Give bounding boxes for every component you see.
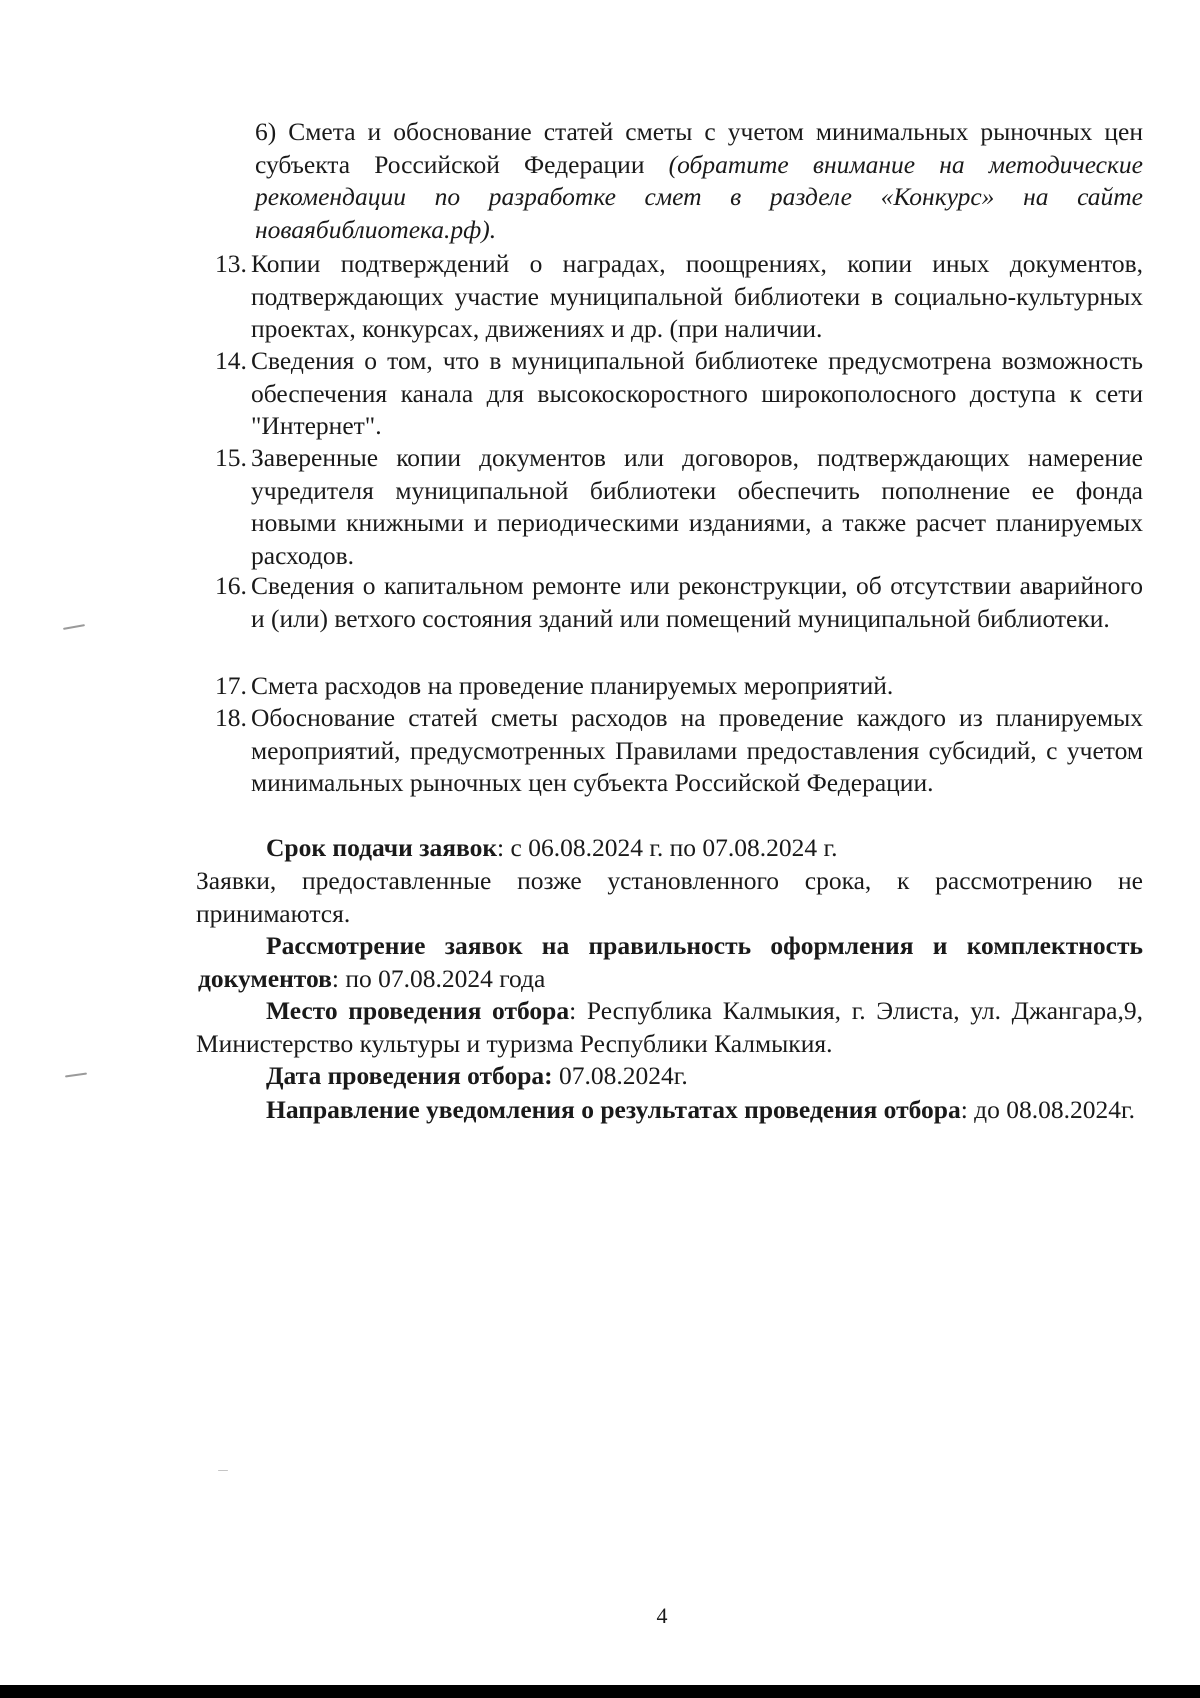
list-item-16-text: Сведения о капитальном ремонте или реконструкции, об отсутствии аварийного и (или) ветхого состояния зданий или помещений муниципальной библиотеки.: [251, 571, 1143, 633]
list-item-13: [215, 248, 1143, 346]
list-item-15: [215, 442, 1143, 572]
list-item-15-text: Заверенные копии документов или договоров, подтверждающих намерение учредителя муниципальной библиотеки обеспечить пополнение ее фонда новыми книжными и периодическими изданиями, а также расчет планируемых расходов.: [251, 443, 1143, 570]
list-item-13-number: 13.: [215, 249, 247, 278]
list-item-16: [215, 570, 1143, 635]
notice-label: Направление уведомления о результатах проведения отбора: [266, 1095, 961, 1124]
place-value: : Республика Калмыкия, г. Элиста, ул. Джангара,9, Министерство культуры и туризма Республики Калмыкия.: [196, 996, 1143, 1058]
list-item-6-estimate: [255, 116, 1143, 246]
list-item-15-number: 15.: [215, 443, 247, 472]
deadline-note: Заявки, предоставленные позже установленного срока, к рассмотрению не принимаются.: [196, 866, 1143, 928]
deadline-paragraph: [198, 832, 1143, 865]
list-item-14: [215, 345, 1143, 443]
deadline-value: : с 06.08.2024 г. по 07.08.2024 г.: [497, 833, 838, 862]
list-item-16-number: 16.: [215, 571, 247, 600]
review-paragraph: [198, 930, 1143, 995]
list-item-18: [215, 702, 1143, 800]
scan-artifact: [65, 1072, 87, 1077]
list-item-14-text: Сведения о том, что в муниципальной библиотеке предусмотрена возможность обеспечения канала для высокоскоростного широкополосного доступа к сети "Интернет".: [251, 346, 1143, 440]
item-6-note: (обратите внимание на методические рекомендации по разработке смет в разделе «Конкурс» на сайте новаябиблиотека.рф).: [255, 149, 1143, 244]
scan-artifact: [63, 624, 85, 630]
place-paragraph: [196, 995, 1143, 1060]
list-item-17: [215, 670, 1143, 703]
date-value: 07.08.2024г.: [552, 1061, 688, 1090]
list-item-14-number: 14.: [215, 346, 247, 375]
scan-artifact: [218, 1470, 228, 1471]
date-paragraph: [198, 1060, 1143, 1093]
review-label: Рассмотрение заявок на правильность оформления и комплектность документов: [198, 931, 1143, 993]
deadline-label: Срок подачи заявок: [266, 833, 498, 862]
date-label: Дата проведения отбора:: [266, 1061, 553, 1090]
page-number: 4: [656, 1603, 668, 1628]
list-item-18-number: 18.: [215, 703, 247, 732]
scan-bottom-border: [0, 1685, 1200, 1698]
list-item-17-text: Смета расходов на проведение планируемых мероприятий.: [251, 671, 894, 700]
list-item-13-text: Копии подтверждений о наградах, поощрениях, копии иных документов, подтверждающих участие муниципальной библиотеки в социально-культурных проектах, конкурсах, движениях и др. (при наличии.: [251, 249, 1143, 343]
review-value: : по 07.08.2024 года: [331, 963, 546, 993]
item-6-text: 6) Смета и обоснование статей сметы с учетом минимальных рыночных цен субъекта Российской Федерации: [255, 117, 1143, 179]
notice-value: : до 08.08.2024г.: [960, 1095, 1135, 1124]
list-item-17-number: 17.: [215, 671, 247, 700]
notice-paragraph: [195, 1094, 1135, 1127]
place-label: Место проведения отбора: [266, 996, 570, 1025]
list-item-18-text: Обоснование статей сметы расходов на проведение каждого из планируемых мероприятий, предусмотренных Правилами предоставления субсидий, с учетом минимальных рыночных цен субъекта Российской Федерации.: [251, 703, 1143, 797]
